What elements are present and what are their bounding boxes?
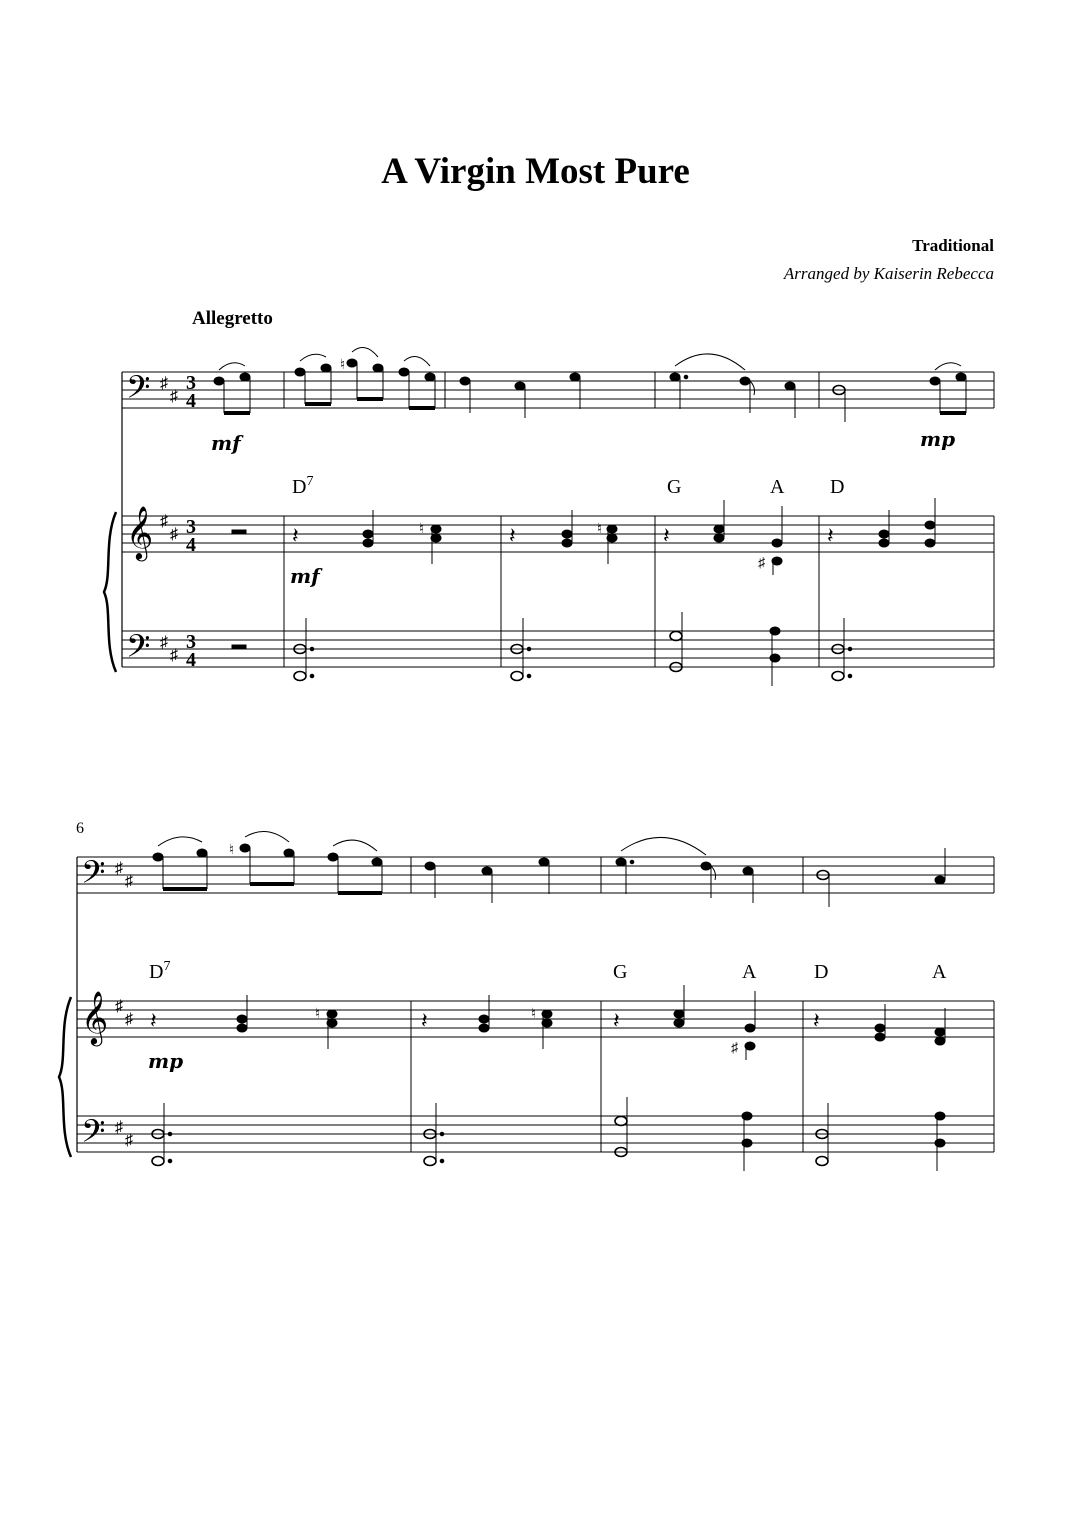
quarter-rest-icon: 𝄽 [827,523,834,548]
piano-treble-notes-system-2 [150,985,945,1060]
system-1-signatures [126,369,196,672]
chord-symbol: D [830,476,845,498]
piano-treble-notes-system-1 [232,498,935,575]
bass-clef-icon: 𝄢 [81,854,106,898]
sharp-icon: ♯ [170,647,178,664]
solo-staff-lines [77,857,994,893]
solo-staff-lines [122,372,994,408]
quarter-rest-icon: 𝄽 [292,523,299,548]
treble-clef-icon: 𝄞 [81,990,109,1044]
composer-credit: Traditional [912,236,994,255]
chord-symbol: D [814,961,829,983]
dynamic-marking: mp [920,427,956,451]
treble-clef-icon: 𝄞 [126,505,154,559]
sharp-icon: ♯ [115,860,123,877]
chord-symbol: A [770,476,785,498]
chord-symbol: A [932,961,947,983]
svg-text:♮: ♮ [531,1007,537,1022]
sharp-icon: ♯ [160,513,168,530]
sharp-icon: ♯ [160,375,168,392]
quarter-rest-icon: 𝄽 [421,1008,428,1033]
bass-clef-icon: 𝄢 [126,369,151,413]
svg-text:♮: ♮ [419,522,425,537]
dynamic-marking: mf [211,431,241,455]
svg-text:♮: ♮ [229,843,235,858]
piece-title: A Virgin Most Pure [381,151,690,192]
system-2-signatures [81,854,133,1157]
system-2 [59,857,994,1157]
svg-text:3: 3 [186,372,196,394]
measure-number: 6 [76,820,84,837]
piano-treble-staff-lines [122,516,994,552]
quarter-rest-icon: 𝄽 [663,523,670,548]
svg-text:4: 4 [186,534,196,556]
whole-rest-icon [232,530,246,534]
sharp-icon: ♯ [125,1132,133,1149]
piano-bass-staff-lines [77,1116,994,1152]
system-1-annotations [211,427,955,588]
chord-symbol: $D^7$ [149,959,171,983]
solo-notes-system-1 [214,348,966,422]
sharp-icon: ♯ [160,634,168,651]
solo-notes-system-2 [153,832,945,907]
sharp-icon: ♯ [115,1119,123,1136]
svg-text:♮: ♮ [597,522,603,537]
quarter-rest-icon: 𝄽 [150,1008,157,1033]
chord-symbol: A [742,961,757,983]
arranger-credit: Arranged by Kaiserin Rebecca [783,264,994,283]
svg-text:♯: ♯ [758,556,765,571]
sharp-icon: ♯ [125,1011,133,1028]
svg-text:4: 4 [186,390,196,412]
sharp-icon: ♯ [170,388,178,405]
dynamic-marking: mf [290,564,320,588]
svg-text:♯: ♯ [731,1041,738,1056]
sharp-icon: ♯ [170,526,178,543]
tempo-marking: Allegretto [192,308,273,329]
svg-text:3: 3 [186,631,196,653]
quarter-rest-icon: 𝄽 [813,1008,820,1033]
svg-text:♮: ♮ [315,1007,321,1022]
quarter-rest-icon: 𝄽 [509,523,516,548]
system-1 [104,372,994,672]
piano-bass-staff-lines [122,631,994,667]
quarter-rest-icon: 𝄽 [613,1008,620,1033]
dynamic-marking: mp [148,1049,184,1073]
bass-clef-icon: 𝄢 [126,628,151,672]
sharp-icon: ♯ [125,873,133,890]
svg-text:4: 4 [186,649,196,671]
svg-text:♮: ♮ [340,358,346,373]
chord-symbol: G [667,476,682,498]
bass-clef-icon: 𝄢 [81,1113,106,1157]
sharp-icon: ♯ [115,998,123,1015]
chord-symbol: $D^7$ [292,474,314,498]
chord-symbol: G [613,961,628,983]
svg-text:3: 3 [186,516,196,538]
